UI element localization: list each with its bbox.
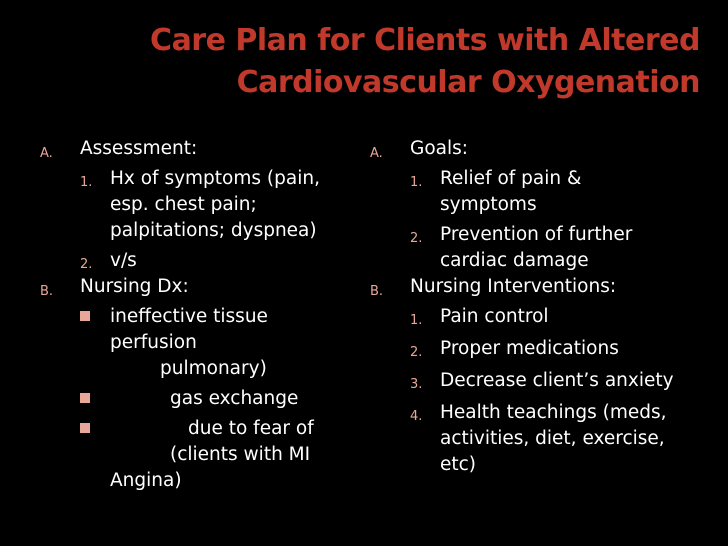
list-number: 2. xyxy=(410,345,423,360)
assessment-heading xyxy=(40,136,340,162)
nursing-dx-label: Nursing Dx: xyxy=(80,276,189,297)
list-item-line: activities, diet, exercise, xyxy=(440,428,665,449)
list-number: 1. xyxy=(410,175,423,190)
nursing-dx-item-2 xyxy=(40,386,340,412)
left-column xyxy=(40,136,340,494)
list-item-line: Prevention of further xyxy=(440,224,633,245)
list-item-line: pulmonary) xyxy=(160,358,267,379)
list-number: 3. xyxy=(410,377,423,392)
list-item-line: due to fear of xyxy=(188,418,314,439)
nursing-dx-item-3 xyxy=(40,416,340,494)
list-item-line: (clients with MI xyxy=(170,444,311,465)
list-number: 2. xyxy=(410,231,423,246)
square-bullet-icon xyxy=(80,311,90,321)
list-item-line: etc) xyxy=(440,454,477,475)
assessment-item-2 xyxy=(40,248,340,274)
title-line-2: Cardiovascular Oxygenation xyxy=(236,65,700,100)
intervention-item-2 xyxy=(370,336,700,362)
goals-heading xyxy=(370,136,700,162)
list-item-line: v/s xyxy=(110,250,137,271)
intervention-item-4 xyxy=(370,400,700,478)
goals-item-2 xyxy=(370,222,700,274)
list-item-line: Decrease client’s anxiety xyxy=(440,370,674,391)
square-bullet-icon xyxy=(80,423,90,433)
interventions-label: Nursing Interventions: xyxy=(410,276,617,297)
intervention-item-3 xyxy=(370,368,700,394)
list-marker-b: B. xyxy=(40,284,54,299)
list-marker-a: A. xyxy=(370,146,383,161)
list-item-line: Proper medications xyxy=(440,338,619,359)
slide-title xyxy=(120,20,700,104)
list-item-line: cardiac damage xyxy=(440,250,589,271)
list-item-line: perfusion xyxy=(110,332,197,353)
assessment-item-1 xyxy=(40,166,340,244)
list-item-line: Pain control xyxy=(440,306,549,327)
list-item-line: esp. chest pain; xyxy=(110,194,257,215)
assessment-label: Assessment: xyxy=(80,138,198,159)
list-marker-b: B. xyxy=(370,284,384,299)
list-item-line: Health teachings (meds, xyxy=(440,402,667,423)
list-item-line: ineffective tissue xyxy=(110,306,268,327)
list-item-line: gas exchange xyxy=(170,388,299,409)
goals-label: Goals: xyxy=(410,138,469,159)
list-item-line: Relief of pain & xyxy=(440,168,582,189)
intervention-item-1 xyxy=(370,304,700,330)
list-item-line: Hx of symptoms (pain, xyxy=(110,168,320,189)
list-item-line: symptoms xyxy=(440,194,537,215)
nursing-dx-heading xyxy=(40,274,340,300)
list-item-line: Angina) xyxy=(110,470,182,491)
list-item-line: palpitations; dyspnea) xyxy=(110,220,317,241)
list-number: 2. xyxy=(80,257,93,272)
right-column xyxy=(370,136,700,478)
square-bullet-icon xyxy=(80,393,90,403)
list-marker-a: A. xyxy=(40,146,53,161)
list-number: 1. xyxy=(80,175,93,190)
nursing-dx-item-1 xyxy=(40,304,340,382)
interventions-heading xyxy=(370,274,700,300)
list-number: 4. xyxy=(410,409,423,424)
title-line-1: Care Plan for Clients with Altered xyxy=(150,23,700,58)
list-number: 1. xyxy=(410,313,423,328)
goals-item-1 xyxy=(370,166,700,218)
